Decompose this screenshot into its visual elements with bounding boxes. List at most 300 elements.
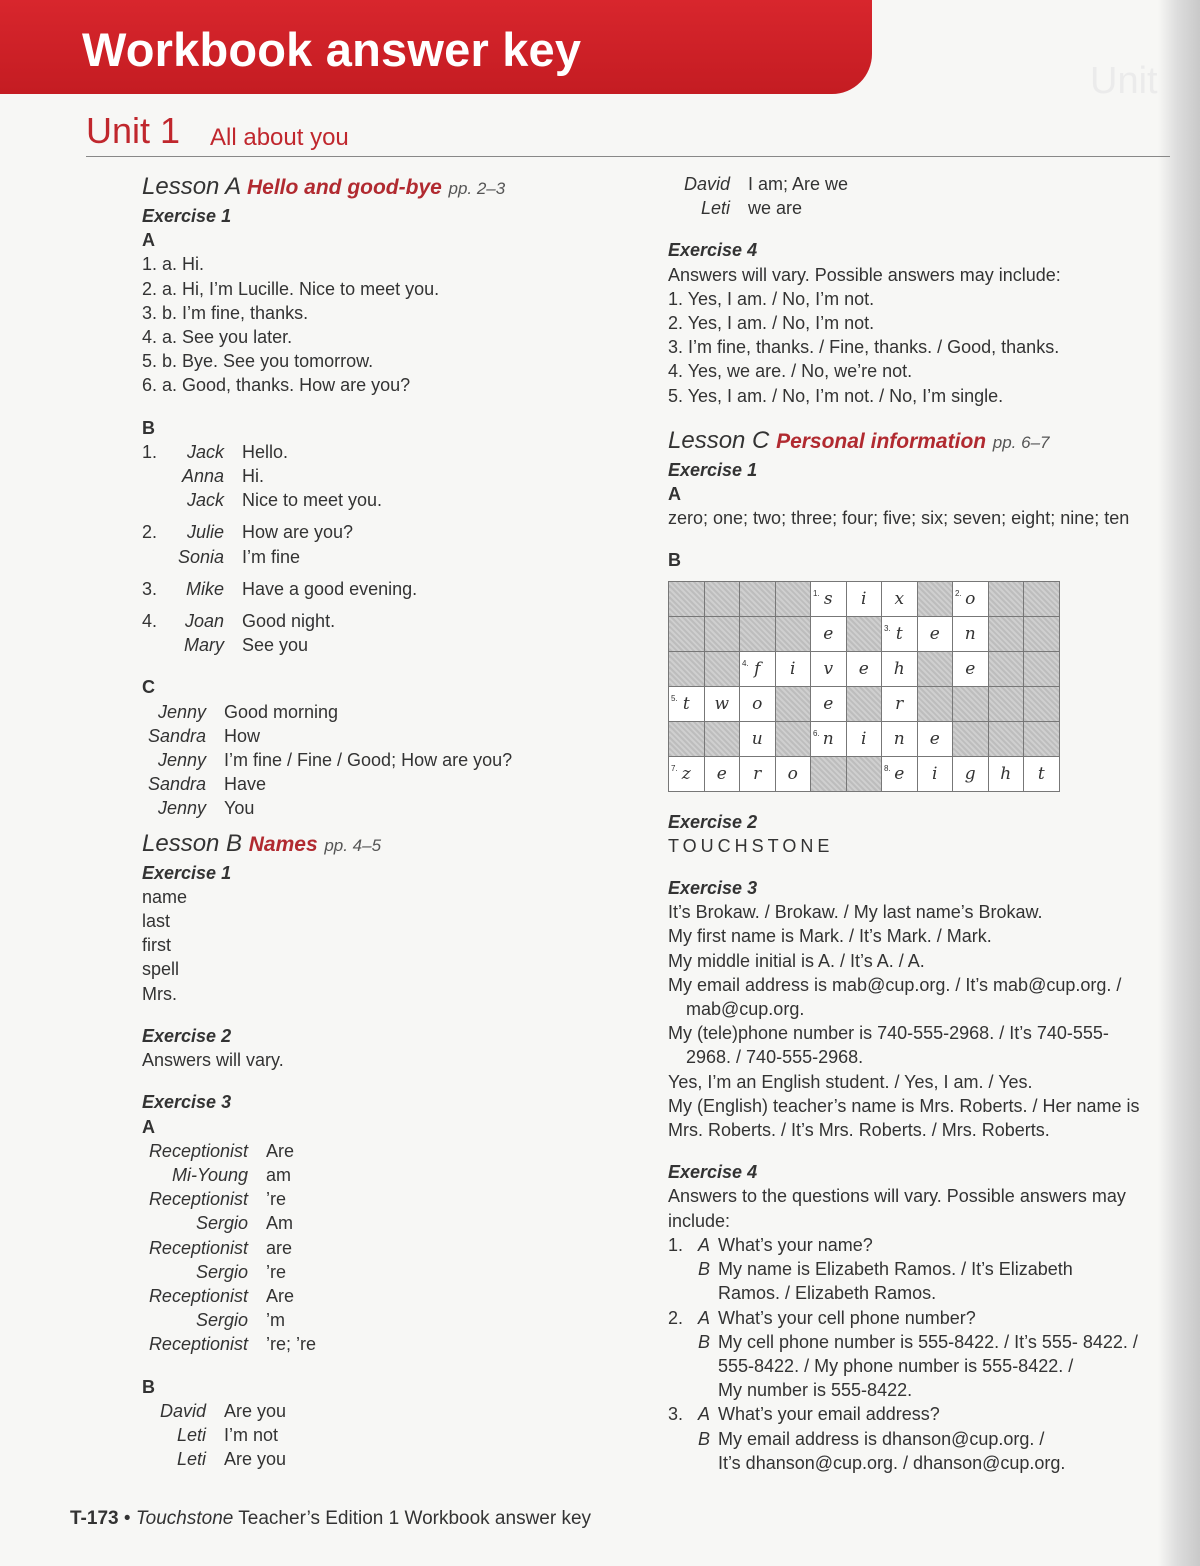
crossword-letter: t bbox=[895, 623, 903, 644]
crossword-block bbox=[704, 721, 740, 756]
crossword-letter: w bbox=[714, 693, 730, 714]
crossword-cell bbox=[704, 756, 740, 791]
crossword-cell bbox=[740, 721, 776, 756]
clue-number: 7. bbox=[671, 763, 678, 773]
exercise-heading: Exercise 2 bbox=[142, 1025, 232, 1046]
crossword-block bbox=[775, 686, 811, 721]
crossword-row bbox=[669, 686, 1060, 721]
crossword-letter: e bbox=[894, 763, 905, 784]
crossword-block bbox=[704, 581, 740, 616]
line-text: 555-8422. / My phone number is 555-8422. / bbox=[718, 1355, 1074, 1376]
exercise-heading: Exercise 3 bbox=[142, 1092, 232, 1113]
crossword-block bbox=[846, 756, 882, 791]
line-text: Are bbox=[266, 1140, 295, 1161]
section-label: A bbox=[142, 230, 155, 251]
speaker: Receptionist bbox=[148, 1237, 248, 1258]
line-text: ’m bbox=[266, 1310, 285, 1331]
crossword-block bbox=[669, 581, 705, 616]
crossword-cell bbox=[775, 756, 811, 791]
speaker: Sandra bbox=[147, 774, 206, 795]
line-text: My email address is dhanson@cup.org. / bbox=[718, 1428, 1045, 1449]
line-text: am bbox=[266, 1164, 292, 1185]
crossword-cell bbox=[846, 721, 882, 756]
crossword-grid bbox=[668, 581, 1060, 792]
speaker: Mike bbox=[185, 578, 224, 599]
line-text: My name is Elizabeth Ramos. / It’s Elizabeth bbox=[718, 1259, 1073, 1280]
line-text: Hi. bbox=[242, 466, 264, 487]
crossword-block bbox=[917, 686, 953, 721]
speaker: Receptionist bbox=[148, 1285, 248, 1306]
section-label: B bbox=[142, 1376, 155, 1397]
answer-item: My middle initial is A. / It’s A. / A. bbox=[668, 950, 925, 971]
crossword-letter: r bbox=[753, 763, 762, 784]
answer-item: It’s Brokaw. / Brokaw. / My last name’s Brokaw. bbox=[668, 902, 1043, 923]
crossword-letter: e bbox=[716, 763, 727, 784]
dialogue-line bbox=[142, 1447, 642, 1471]
unit-title: All about you bbox=[210, 124, 349, 151]
line-text: Hello. bbox=[242, 441, 289, 462]
crossword-letter: e bbox=[929, 623, 940, 644]
section-label: B bbox=[668, 550, 681, 571]
clue-number: 1. bbox=[813, 588, 820, 598]
crossword-row bbox=[669, 581, 1060, 616]
answer-item: 2968. / 740-555-2968. bbox=[686, 1047, 864, 1068]
crossword-block bbox=[846, 686, 882, 721]
qa-line bbox=[668, 1402, 1188, 1426]
crossword-letter: h bbox=[1000, 763, 1012, 784]
crossword-cell bbox=[811, 686, 847, 721]
speaker: Sergio bbox=[195, 1310, 248, 1331]
speaker: Leti bbox=[176, 1424, 206, 1445]
crossword-block bbox=[775, 581, 811, 616]
qa-line bbox=[668, 1233, 1188, 1257]
line-text: we are bbox=[748, 198, 803, 219]
crossword-cell bbox=[775, 651, 811, 686]
crossword-cell bbox=[740, 756, 776, 791]
line-text: Good night. bbox=[242, 611, 336, 632]
answer-item: My first name is Mark. / It’s Mark. / Mark. bbox=[668, 926, 992, 947]
header-banner bbox=[0, 0, 872, 94]
clue-number: 6. bbox=[813, 728, 820, 738]
line-text: Are bbox=[266, 1285, 295, 1306]
answer-item: Answers to the questions will vary. Possible answers may bbox=[668, 1186, 1126, 1207]
item-number: 3. bbox=[668, 1404, 684, 1425]
speaker: Sergio bbox=[195, 1261, 248, 1282]
crossword-block bbox=[775, 616, 811, 651]
crossword-block bbox=[953, 686, 989, 721]
crossword-cell bbox=[882, 686, 918, 721]
line-text: Am bbox=[266, 1213, 293, 1234]
qa-line bbox=[668, 1378, 1188, 1402]
speaker: B bbox=[698, 1259, 711, 1280]
answer-item: 2. a. Hi, I’m Lucille. Nice to meet you. bbox=[142, 278, 440, 299]
speaker: Sonia bbox=[177, 546, 224, 567]
crossword-cell bbox=[811, 581, 847, 616]
unit-divider bbox=[86, 156, 1170, 157]
dialogue-line bbox=[142, 609, 642, 633]
line-text: What’s your email address? bbox=[718, 1404, 940, 1425]
qa-line bbox=[668, 1330, 1188, 1354]
crossword-block bbox=[811, 756, 847, 791]
crossword-letter: z bbox=[681, 763, 691, 784]
answer-item: 4. a. See you later. bbox=[142, 327, 293, 348]
answer-item: Answers will vary. Possible answers may include: bbox=[668, 264, 1061, 285]
answer-item: include: bbox=[668, 1210, 731, 1231]
speaker: Receptionist bbox=[148, 1189, 248, 1210]
speaker: Jack bbox=[186, 441, 224, 462]
clue-number: 5. bbox=[671, 693, 678, 703]
line-text: My number is 555-8422. bbox=[718, 1380, 913, 1401]
speaker: Jenny bbox=[157, 701, 206, 722]
speaker: A bbox=[698, 1404, 711, 1425]
line-text: are bbox=[266, 1237, 293, 1258]
speaker: Jenny bbox=[157, 750, 206, 771]
line-text: Have a good evening. bbox=[242, 578, 418, 599]
crossword-letter: i bbox=[861, 728, 867, 749]
dialogue-line bbox=[142, 1211, 642, 1235]
crossword-block bbox=[669, 616, 705, 651]
footer-separator: • bbox=[123, 1508, 131, 1529]
speaker: A bbox=[698, 1234, 711, 1255]
crossword-block bbox=[917, 651, 953, 686]
answer-item: 1. Yes, I am. / No, I’m not. bbox=[668, 288, 875, 309]
crossword-letter: n bbox=[964, 623, 976, 644]
dialogue-line bbox=[142, 577, 642, 601]
speaker: Joan bbox=[184, 611, 224, 632]
answer-item: TOUCHSTONE bbox=[668, 835, 834, 856]
line-text: How bbox=[224, 725, 261, 746]
dialogue-line bbox=[142, 772, 642, 796]
speaker: Julie bbox=[186, 522, 224, 543]
crossword-cell bbox=[740, 686, 776, 721]
answer-item: mab@cup.org. bbox=[686, 999, 805, 1020]
dialogue-line bbox=[142, 520, 642, 544]
dialogue-line bbox=[142, 1187, 642, 1211]
book-title: Touchstone bbox=[135, 1508, 234, 1529]
dialogue-line bbox=[142, 440, 642, 464]
answer-item: first bbox=[142, 935, 171, 956]
crossword-cell bbox=[811, 721, 847, 756]
lesson-a-heading bbox=[142, 172, 642, 204]
item-number: 3. bbox=[142, 578, 158, 599]
answer-item: 5. Yes, I am. / No, I’m not. / No, I’m single. bbox=[668, 385, 1004, 406]
crossword-cell bbox=[917, 721, 953, 756]
answer-item: spell bbox=[142, 959, 180, 980]
line-text: ’re bbox=[266, 1261, 287, 1282]
lesson-title: Hello and good-bye bbox=[246, 176, 442, 199]
lesson-c-heading bbox=[668, 426, 1188, 458]
left-column bbox=[142, 172, 642, 1471]
item-number: 4. bbox=[142, 611, 158, 632]
answer-item: last bbox=[142, 911, 171, 932]
crossword-cell bbox=[811, 651, 847, 686]
exercise-heading: Exercise 3 bbox=[668, 878, 758, 899]
crossword-letter: e bbox=[823, 623, 834, 644]
speaker: Jack bbox=[186, 490, 224, 511]
dialogue-line bbox=[142, 748, 642, 772]
qa-line bbox=[668, 1451, 1188, 1475]
clue-number: 8. bbox=[884, 763, 891, 773]
dialogue-line bbox=[142, 700, 642, 724]
answer-item: My email address is mab@cup.org. / It’s mab@cup.org. / bbox=[668, 974, 1122, 995]
answer-item: My (English) teacher’s name is Mrs. Roberts. / Her name is bbox=[668, 1095, 1140, 1116]
line-text: ’re bbox=[266, 1189, 287, 1210]
crossword-cell bbox=[882, 721, 918, 756]
crossword-letter: i bbox=[932, 763, 938, 784]
crossword-cell bbox=[669, 686, 705, 721]
crossword-cell bbox=[704, 686, 740, 721]
clue-number: 4. bbox=[742, 658, 749, 668]
crossword-letter: v bbox=[823, 658, 834, 679]
exercise-heading: Exercise 4 bbox=[668, 240, 758, 261]
item-number: 1. bbox=[668, 1234, 684, 1255]
crossword-letter: u bbox=[751, 728, 763, 749]
crossword-letter: t bbox=[682, 693, 690, 714]
line-text: I am; Are we bbox=[748, 174, 849, 194]
crossword-block bbox=[1024, 581, 1060, 616]
crossword-cell bbox=[846, 581, 882, 616]
line-text: My cell phone number is 555-8422. / It’s 555- 8422. / bbox=[718, 1331, 1138, 1352]
crossword-letter: e bbox=[965, 658, 976, 679]
crossword-letter: o bbox=[965, 588, 976, 609]
crossword-block bbox=[988, 686, 1024, 721]
line-text: You bbox=[224, 798, 255, 819]
answer-item: 4. Yes, we are. / No, we’re not. bbox=[668, 361, 913, 382]
line-text: ’re; ’re bbox=[266, 1334, 317, 1355]
speaker: Receptionist bbox=[148, 1334, 248, 1355]
qa-line bbox=[668, 1306, 1188, 1330]
page-footer bbox=[70, 1508, 591, 1530]
crossword-block bbox=[775, 721, 811, 756]
answer-item: 1. a. Hi. bbox=[142, 254, 205, 275]
lesson-label: Lesson A bbox=[142, 173, 241, 200]
crossword-letter: n bbox=[822, 728, 834, 749]
line-text: How are you? bbox=[242, 522, 354, 543]
item-number: 1. bbox=[142, 441, 158, 462]
dialogue-line bbox=[142, 1236, 642, 1260]
crossword-cell bbox=[953, 581, 989, 616]
speaker: David bbox=[159, 1400, 206, 1421]
exercise-heading: Exercise 1 bbox=[142, 862, 232, 883]
speaker: Mary bbox=[184, 635, 224, 656]
page-number: T-173 bbox=[70, 1508, 119, 1529]
crossword-letter: h bbox=[893, 658, 905, 679]
answer-item: 6. a. Good, thanks. How are you? bbox=[142, 375, 411, 396]
line-text: See you bbox=[242, 635, 309, 656]
line-text: What’s your name? bbox=[718, 1234, 873, 1255]
dialogue-line bbox=[142, 1399, 642, 1423]
crossword-block bbox=[1024, 721, 1060, 756]
crossword-letter: n bbox=[893, 728, 905, 749]
qa-line bbox=[668, 1427, 1188, 1451]
crossword-block bbox=[988, 616, 1024, 651]
answer-item: Mrs. bbox=[142, 983, 177, 1004]
crossword-block bbox=[988, 651, 1024, 686]
crossword-letter: i bbox=[790, 658, 796, 679]
crossword-block bbox=[846, 616, 882, 651]
dialogue-line bbox=[142, 1163, 642, 1187]
crossword-cell bbox=[917, 756, 953, 791]
speaker: Receptionist bbox=[148, 1140, 248, 1161]
answer-item: 5. b. Bye. See you tomorrow. bbox=[142, 351, 374, 372]
crossword-letter: t bbox=[1037, 763, 1045, 784]
line-text: I’m fine / Fine / Good; How are you? bbox=[224, 750, 513, 771]
dialogue-line bbox=[142, 633, 642, 657]
crossword-cell bbox=[917, 616, 953, 651]
crossword-block bbox=[669, 651, 705, 686]
crossword-row bbox=[669, 616, 1060, 651]
lesson-title: Names bbox=[248, 832, 318, 856]
crossword-cell bbox=[740, 651, 776, 686]
crossword-letter: r bbox=[895, 693, 904, 714]
crossword-letter: e bbox=[823, 693, 834, 714]
clue-number: 2. bbox=[955, 588, 962, 598]
crossword-block bbox=[740, 616, 776, 651]
dialogue-line bbox=[142, 545, 642, 569]
ghost-text: Unit bbox=[1090, 60, 1158, 102]
crossword-letter: e bbox=[858, 658, 869, 679]
line-text: I’m fine bbox=[242, 546, 301, 567]
section-label: A bbox=[668, 484, 681, 505]
lesson-pages: pp. 4–5 bbox=[324, 835, 382, 855]
lesson-pages: pp. 2–3 bbox=[448, 179, 506, 198]
crossword-block bbox=[1024, 686, 1060, 721]
item-number: 2. bbox=[668, 1307, 684, 1328]
dialogue-line bbox=[668, 196, 1188, 220]
crossword-block bbox=[917, 581, 953, 616]
crossword-cell bbox=[953, 616, 989, 651]
lesson-title: Personal information bbox=[776, 429, 987, 453]
crossword-block bbox=[988, 721, 1024, 756]
crossword-block bbox=[704, 616, 740, 651]
answer-item: name bbox=[142, 886, 188, 907]
crossword-letter: x bbox=[894, 588, 905, 609]
dialogue-line bbox=[142, 1139, 642, 1163]
crossword-cell bbox=[882, 756, 918, 791]
qa-line bbox=[668, 1354, 1188, 1378]
section-label: C bbox=[142, 677, 155, 698]
answer-item: Mrs. Roberts. / It’s Mrs. Roberts. / Mrs. Roberts. bbox=[668, 1120, 1050, 1141]
answer-item: zero; one; two; three; four; five; six; seven; eight; nine; ten bbox=[668, 508, 1130, 529]
crossword-cell bbox=[669, 756, 705, 791]
line-text: I’m not bbox=[224, 1424, 279, 1445]
qa-line bbox=[668, 1281, 1188, 1305]
dialogue-line bbox=[142, 1308, 642, 1332]
answer-item: Answers will vary. bbox=[142, 1050, 284, 1071]
right-column bbox=[668, 172, 1188, 1475]
crossword-cell bbox=[1024, 756, 1060, 791]
page-title: Workbook answer key bbox=[82, 23, 582, 76]
speaker: B bbox=[698, 1331, 711, 1352]
crossword-cell bbox=[811, 616, 847, 651]
dialogue-line bbox=[142, 1260, 642, 1284]
crossword-letter: f bbox=[754, 658, 761, 679]
lesson-label: Lesson C bbox=[668, 426, 770, 454]
crossword-block bbox=[704, 651, 740, 686]
line-text: Good morning bbox=[224, 701, 339, 722]
speaker: Leti bbox=[700, 198, 730, 219]
speaker: A bbox=[698, 1307, 711, 1328]
crossword-row bbox=[669, 651, 1060, 686]
crossword-letter: g bbox=[964, 763, 976, 784]
speaker: David bbox=[683, 174, 730, 194]
speaker: Sandra bbox=[147, 725, 206, 746]
speaker: Mi-Young bbox=[171, 1164, 248, 1185]
line-text: Have bbox=[224, 774, 267, 795]
crossword-letter: i bbox=[861, 588, 867, 609]
dialogue-line bbox=[142, 1284, 642, 1308]
answer-item: 3. I’m fine, thanks. / Fine, thanks. / Good, thanks. bbox=[668, 337, 1060, 358]
speaker: Leti bbox=[176, 1449, 206, 1470]
dialogue-line bbox=[142, 796, 642, 820]
answer-item: My (tele)phone number is 740-555-2968. / It’s 740-555- bbox=[668, 1023, 1109, 1044]
crossword-cell bbox=[882, 616, 918, 651]
dialogue-line bbox=[668, 172, 1188, 196]
dialogue-line bbox=[142, 1332, 642, 1356]
footer-text: Teacher’s Edition 1 Workbook answer key bbox=[238, 1508, 592, 1529]
crossword-row bbox=[669, 756, 1060, 791]
crossword-block bbox=[1024, 616, 1060, 651]
dialogue-line bbox=[142, 724, 642, 748]
section-label: A bbox=[142, 1116, 155, 1137]
crossword-letter: s bbox=[823, 588, 833, 609]
exercise-heading: Exercise 1 bbox=[668, 459, 758, 480]
crossword-letter: o bbox=[752, 693, 763, 714]
exercise-heading: Exercise 4 bbox=[668, 1162, 758, 1183]
speaker: B bbox=[698, 1428, 711, 1449]
crossword-cell bbox=[882, 651, 918, 686]
line-text: Ramos. / Elizabeth Ramos. bbox=[718, 1283, 937, 1304]
crossword-block bbox=[1024, 651, 1060, 686]
answer-item: Yes, I’m an English student. / Yes, I am. / Yes. bbox=[668, 1071, 1033, 1092]
item-number: 2. bbox=[142, 522, 158, 543]
answer-item: 2. Yes, I am. / No, I’m not. bbox=[668, 313, 875, 334]
crossword-letter: e bbox=[929, 728, 940, 749]
crossword-row bbox=[669, 721, 1060, 756]
speaker: Jenny bbox=[157, 798, 206, 819]
crossword-cell bbox=[882, 581, 918, 616]
speaker: Anna bbox=[181, 466, 224, 487]
clue-number: 3. bbox=[884, 623, 891, 633]
dialogue-line bbox=[142, 488, 642, 512]
crossword-block bbox=[740, 581, 776, 616]
line-text: Are you bbox=[224, 1449, 287, 1470]
crossword-cell bbox=[953, 756, 989, 791]
lesson-pages: pp. 6–7 bbox=[992, 432, 1050, 452]
qa-line bbox=[668, 1257, 1188, 1281]
crossword-block bbox=[953, 721, 989, 756]
unit-number: Unit 1 bbox=[86, 110, 181, 151]
crossword-cell bbox=[988, 756, 1024, 791]
line-text: Are you bbox=[224, 1400, 287, 1421]
crossword-cell bbox=[846, 651, 882, 686]
exercise-heading: Exercise 1 bbox=[142, 206, 232, 226]
line-text: Nice to meet you. bbox=[242, 490, 383, 511]
dialogue-line bbox=[142, 1423, 642, 1447]
answer-item: 3. b. I’m fine, thanks. bbox=[142, 302, 309, 323]
crossword-letter: o bbox=[787, 763, 798, 784]
lesson-b-heading bbox=[142, 829, 642, 861]
dialogue-line bbox=[142, 464, 642, 488]
speaker: Sergio bbox=[195, 1213, 248, 1234]
line-text: What’s your cell phone number? bbox=[718, 1307, 976, 1328]
exercise-heading: Exercise 2 bbox=[668, 811, 758, 832]
line-text: It’s dhanson@cup.org. / dhanson@cup.org. bbox=[718, 1452, 1066, 1473]
section-label: B bbox=[142, 417, 155, 438]
crossword-block bbox=[669, 721, 705, 756]
crossword-block bbox=[988, 581, 1024, 616]
crossword-cell bbox=[953, 651, 989, 686]
